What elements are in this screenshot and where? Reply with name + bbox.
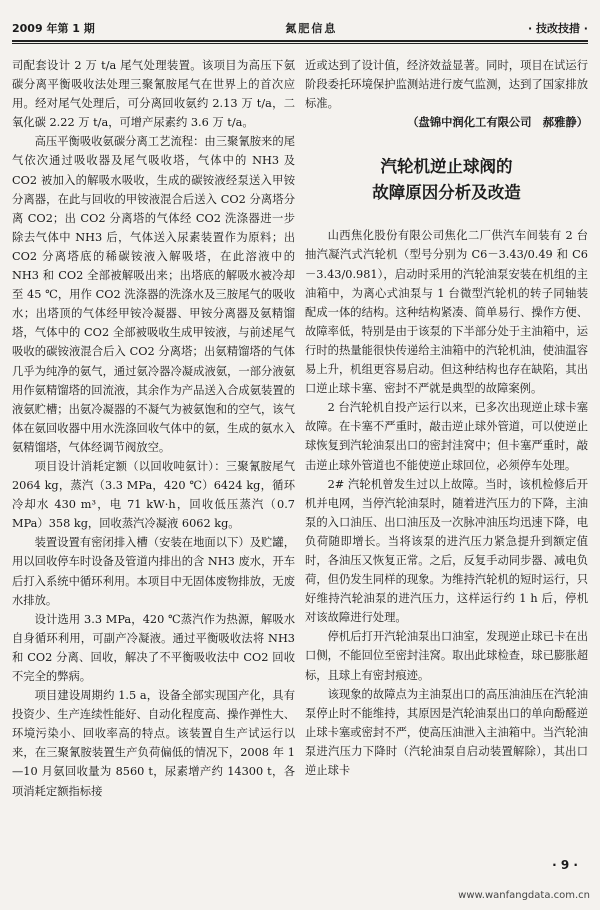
page-number: · 9 ·	[552, 858, 578, 872]
paragraph: 2# 汽轮机曾发生过以上故障。当时，该机检修后开机并电网，当停汽轮油泵时，随着进汽压力的下降，主油泵的入口油压、出口油压及一次脉冲油压均迅速下降，电负荷随即增长。当将该泵的进汽压力紧急提升到额定值时，各油压又恢复正常。之后，反复手动同步器、减电负荷，但仍发生同样的现象。为维持汽轮机的短时运行，只好维持汽轮油泵的进汽压力，这样运行约 1 h 后，停机对该故障进行处理。	[305, 477, 588, 625]
left-column	[12, 56, 295, 801]
paragraph: 停机后打开汽轮油泵出口油室，发现逆止球已卡在出口侧，不能回位至密封洼窝。取出此球检查，球已膨胀超标，且球上有密封痕迹。	[305, 630, 588, 682]
paragraph: 项目建设周期约 1.5 a，设备全部实现国产化，具有投资少、生产连续性能好、自动化程度高、操作弹性大、环境污染小、回收率高的特点。该装置自生产试运行以来，在三聚氰胺装置生产负荷偏低的情况下，2008 年 1—10 月氨回收量为 8560 t，尿素增产约 14300 t，各项消耗定额指标接	[12, 689, 295, 798]
paragraph: 司配套设计 2 万 t/a 尾气处理装置。该项目为高压下氨碳分离平衡吸收法处理三聚氰胺尾气在世界上的首次应用。经对尾气处理后，可分离回收氨约 2.13 万 t/a，二氧化碳 2.22 万 t/a，可增产尿素约 3.6 万 t/a。	[12, 59, 295, 130]
header-rule-thin	[12, 43, 588, 44]
article-title-line-2: 故障原因分析及改造	[372, 183, 521, 203]
right-column	[305, 56, 588, 780]
paragraph: 近或达到了设计值，经济效益显著。同时，项目在试运行阶段委托环境保护监测站进行废气监测，达到了国家排放标准。	[305, 59, 588, 111]
paragraph: 高压平衡吸收氨碳分离工艺流程：由三聚氰胺来的尾气依次通过吸收器及尾气吸收塔，气体中的 NH3 及 CO2 被加入的解吸水吸收，生成的碳铵液经泵送入甲铵分离器，在此与回收的甲铵液混合后送入 CO2 分离塔分离 CO2；出 CO2 分离塔的气体经 CO2 洗涤器进一步除去气体中 NH3 后，气体送入尿素装置作为原料；出 CO2 分离塔底的稀碳铵液入解吸塔，在此溶液中的 NH3 和 CO2 全部被解吸出来；出塔底的解吸水被冷却至 45 ℃，用作 CO2 洗涤器的洗涤水及三胺尾气的吸收水；出塔顶的气体经甲铵冷凝器、甲铵分离器及氨精馏塔，气体中的 CO2 全部被吸收生成甲铵液，与前述尾气吸收的碳铵液混合后入 CO2 分离塔；出氨精馏塔的气体几乎为纯净的氨气，通过氨冷器冷凝成液氨，一部分液氨用作氨精馏塔的回流液，其余作为产品送入合成氨装置的液氨贮槽；出氨冷凝器的不凝气为被氨饱和的空气，该气体在氨回收器中用水洗涤回收气体中的氨，生成的氨水入氨精馏塔，气体经调节阀放空。	[12, 135, 295, 454]
header-rule-thick	[12, 40, 588, 42]
journal-name: 氮肥信息	[285, 22, 338, 35]
article-title	[305, 154, 588, 206]
paragraph: 该现象的故障点为主油泵出口的高压油油压在汽轮油泵停止时不能维持，其原因是汽轮油泵出口的单向酚醛逆止球卡塞或密封不严，使高压油泄入主油箱中。当汽轮油泵进汽压力下降时（汽轮油泵自启动装置解除），其出口逆止球卡	[305, 687, 588, 777]
issue-label: 2009 年第 1 期	[12, 22, 95, 35]
paragraph: 2 台汽轮机自投产运行以来，已多次出现逆止球卡塞故障。在卡塞不严重时，敲击逆止球外管道，可以使逆止球恢复到汽轮油泵出口的密封洼窝中；但卡塞严重时，敲击逆止球外管道也不能使逆止球回位，必须停车处理。	[305, 401, 588, 472]
author-signature: （盘锦中润化工有限公司 郝雅静）	[407, 115, 588, 130]
paragraph: 设计选用 3.3 MPa，420 ℃蒸汽作为热源，解吸水自身循环利用，可副产冷凝液。通过平衡吸收法将 NH3 和 CO2 分离、回收，解决了不平衡吸收法中 CO2 回收不完全的弊病。	[12, 612, 295, 683]
paragraph: 山西焦化股份有限公司焦化二厂供汽车间装有 2 台抽汽凝汽式汽轮机（型号分别为 C6－3.43/0.49 和 C6－3.43/0.981），启动时采用的汽轮油泵安装在机组的主油箱中，为离心式油泵与 1 台微型汽轮机的转子同轴装配成一体的结构。这种结构紧凑、简单易行、操作方便、故障率低，特别是由于该泵的下半部分处于主油箱中，运行时的热量能很快传递给主油箱中的汽轮机油，使油温容易上升，机组更容易启动。但这种结构也存在缺陷，其出口逆止球卡塞、密封不严就是典型的故障案例。	[305, 229, 588, 396]
paragraph: 项目设计消耗定额（以回收吨氨计）：三聚氰胺尾气 2064 kg，蒸汽（3.3 MPa，420 ℃）6424 kg，循环冷却水 430 m³，电 71 kW·h，回收低压蒸汽（0.7 MPa）358 kg，回收蒸汽冷凝液 6062 kg。	[12, 459, 295, 531]
watermark: www.wanfangdata.com.cn	[458, 890, 590, 901]
page-header	[12, 10, 588, 36]
section-label: · 技改技措 ·	[527, 22, 588, 35]
article-title-line-1: 汽轮机逆止球阀的	[380, 157, 513, 177]
paragraph: 装置设置有密闭排入槽（安装在地面以下）及贮罐，用以回收停车时设备及管道内排出的含 NH3 废水，开车后打入系统中循环利用。本项目中无固体废物排放，无废水排放。	[12, 536, 295, 607]
